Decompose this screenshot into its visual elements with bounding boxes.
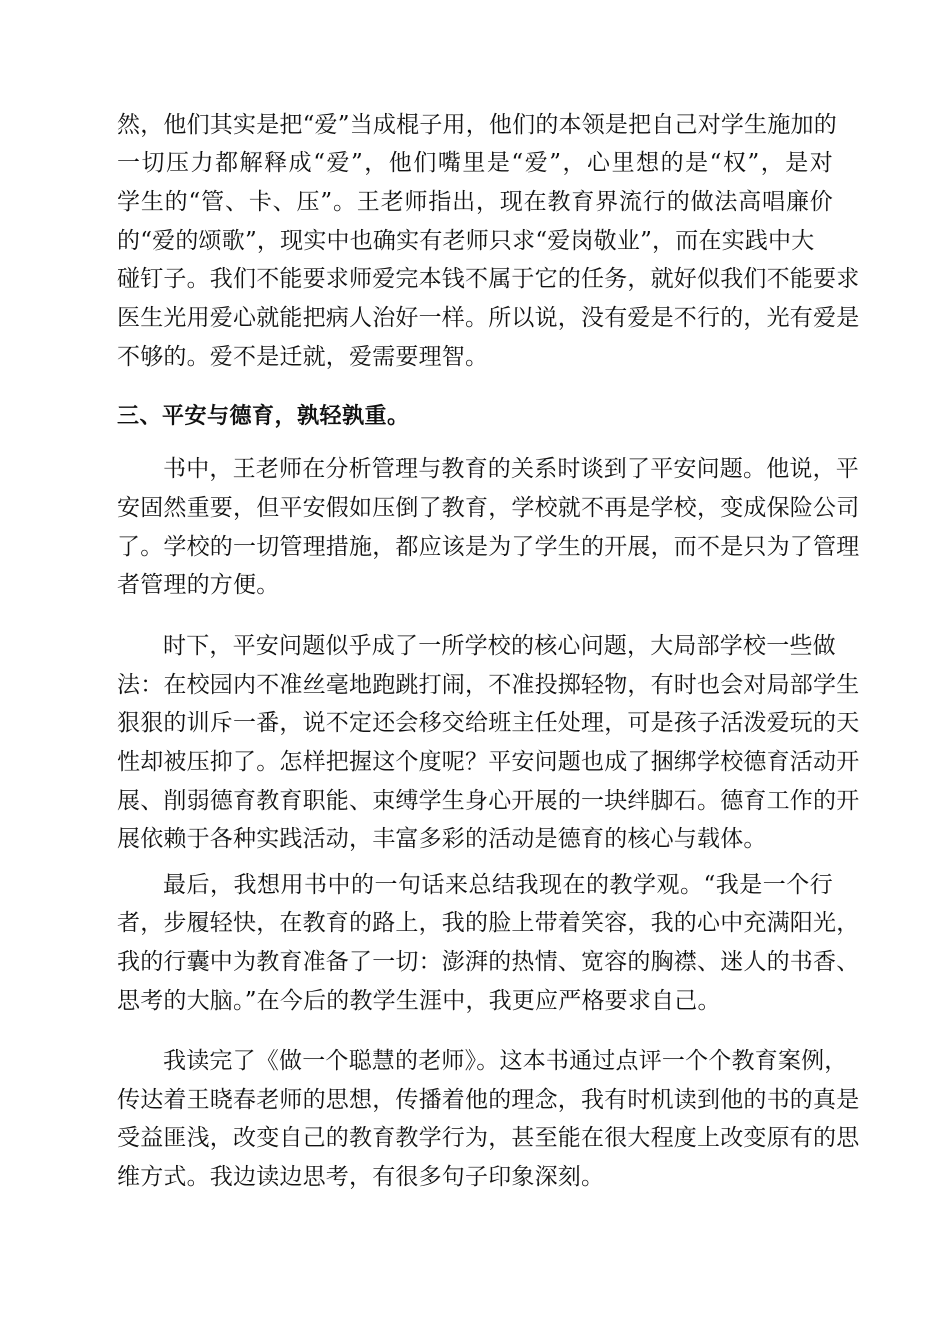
para3-line-4: 性却被压抑了。怎样把握这个度呢？平安问题也成了捆绑学校德育活动开 <box>117 749 860 775</box>
para4-line-1: 最后，我想用书中的一句话来总结我现在的教学观。“我是一个行 <box>163 872 833 898</box>
para5-line-2: 传达着王晓春老师的思想，传播着他的理念，我有时机读到他的书的真是 <box>117 1087 860 1113</box>
para1-line-2: 一切压力都解释成“爱”，他们嘴里是“爱”，心里想的是“权”，是对 <box>117 150 833 176</box>
section-heading: 三、平安与德育，孰轻孰重。 <box>117 404 410 429</box>
para4-line-3: 我的行囊中为教育准备了一切：澎湃的热情、宽容的胸襟、迷人的书香、 <box>117 949 860 975</box>
para4-line-4: 思考的大脑。”在今后的教学生涯中，我更应严格要求自己。 <box>117 988 721 1014</box>
para3-line-1: 时下，平安问题似乎成了一所学校的核心问题，大局部学校一些做 <box>163 633 836 659</box>
para3-line-3: 狠狠的训斥一番，说不定还会移交给班主任处理，可是孩子活泼爱玩的天 <box>117 710 860 736</box>
para4-line-2: 者，步履轻快，在教育的路上，我的脸上带着笑容，我的心中充满阳光， <box>117 910 860 936</box>
para1-line-6: 医生光用爱心就能把病人治好一样。所以说，没有爱是不行的，光有爱是 <box>117 305 860 331</box>
para5-line-4: 维方式。我边读边思考，有很多句子印象深刻。 <box>117 1164 605 1190</box>
para2-line-3: 了。学校的一切管理措施，都应该是为了学生的开展，而不是只为了管理 <box>117 534 860 560</box>
para1-line-1: 然，他们其实是把“爱”当成棍子用，他们的本领是把自己对学生施加的 <box>117 112 837 138</box>
para1-line-3: 学生的“管、卡、压”。王老师指出，现在教育界流行的做法高唱廉价 <box>117 189 833 215</box>
para1-line-7: 不够的。爱不是迁就，爱需要理智。 <box>117 344 489 370</box>
para3-line-2: 法：在校园内不准丝毫地跑跳打闹，不准投掷轻物，有时也会对局部学生 <box>117 672 860 698</box>
para1-line-5: 碰钉子。我们不能要求师爱完本钱不属于它的任务，就好似我们不能要求 <box>117 266 860 292</box>
para3-line-6: 展依赖于各种实践活动，丰富多彩的活动是德育的核心与载体。 <box>117 826 767 852</box>
para5-line-1: 我读完了《做一个聪慧的老师》。这本书通过点评一个个教育案例， <box>163 1048 848 1074</box>
para3-line-5: 展、削弱德育教育职能、束缚学生身心开展的一块绊脚石。德育工作的开 <box>117 788 860 814</box>
para5-line-3: 受益匪浅，改变自己的教育教学行为，甚至能在很大程度上改变原有的思 <box>117 1125 860 1151</box>
para2-line-2: 安固然重要，但平安假如压倒了教育，学校就不再是学校，变成保险公司 <box>117 495 860 521</box>
para2-line-4: 者管理的方便。 <box>117 572 280 598</box>
para1-line-4: 的“爱的颂歌”，现实中也确实有老师只求“爱岗敬业”，而在实践中大 <box>117 228 815 254</box>
para2-line-1: 书中，王老师在分析管理与教育的关系时谈到了平安问题。他说，平 <box>163 456 859 482</box>
